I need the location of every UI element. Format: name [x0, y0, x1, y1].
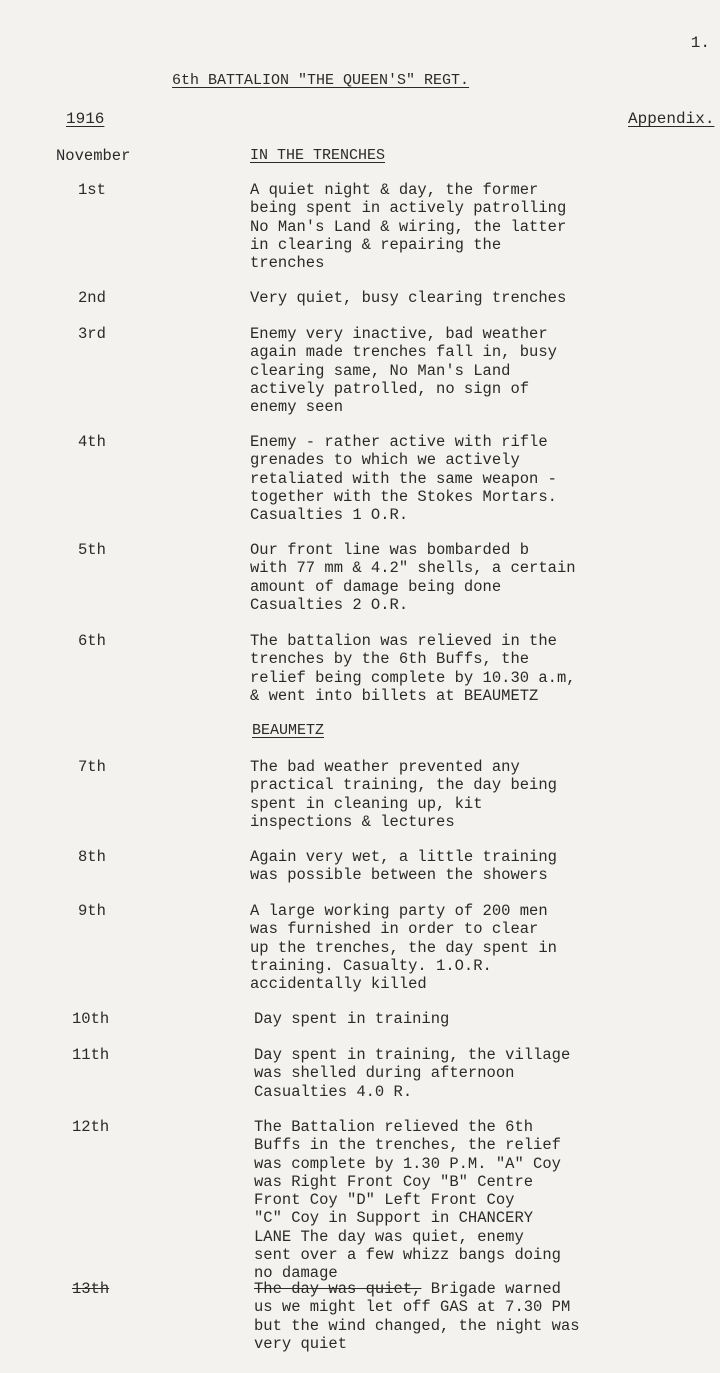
entry-date: 1st: [78, 181, 106, 199]
entry-text: Our front line was bombarded b with 77 mm & 4.2" shells, a certain amount of damage being done Casualties 2 O.R.: [250, 541, 576, 614]
entry-text: Day spent in training: [254, 1010, 450, 1028]
entry-text: Enemy - rather active with rifle grenades to which we actively retaliated with the same weapon - together with the Stokes Mortars. Casualties 1 O.R.: [250, 433, 557, 525]
entry-text: Day spent in training, the village was shelled during afternoon Casualties 4.0 R.: [254, 1046, 571, 1101]
appendix-heading: Appendix.: [628, 110, 715, 128]
entry-text: Enemy very inactive, bad weather again made trenches fall in, busy clearing same, No Man's Land actively patrolled, no sign of enemy seen: [250, 325, 557, 417]
entry-date: 7th: [78, 758, 106, 776]
section-heading-beaumetz: BEAUMETZ: [252, 722, 325, 739]
entry-date: 8th: [78, 848, 106, 866]
entry-date: 12th: [72, 1118, 110, 1136]
entry-text: The battalion was relieved in the trenches by the 6th Buffs, the relief being complete by 10.30 a.m, & went into billets at BEAUMETZ: [250, 632, 576, 705]
entry-date: 11th: [72, 1046, 110, 1064]
year-heading: 1916: [66, 110, 105, 128]
document-title: 6th BATTALION "THE QUEEN'S" REGT.: [172, 72, 470, 89]
entry-text: A quiet night & day, the former being spent in actively patrolling No Man's Land & wiring, the latter in clearing & repairing the trenches: [250, 181, 567, 273]
entry-text: Brigade warned us we might let off GAS at 7.30 PM but the wind changed, the night was very quiet: [254, 1280, 580, 1353]
page-number: 1.: [690, 34, 710, 52]
entry-date: 5th: [78, 541, 106, 559]
entry-date: 6th: [78, 632, 106, 650]
entry-text: Again very wet, a little training was possible between the showers: [250, 848, 557, 885]
entry-date: 3rd: [78, 325, 106, 343]
struck-text: The day was quiet,: [254, 1280, 422, 1298]
entry-text: The bad weather prevented any practical training, the day being spent in cleaning up, kit inspections & lectures: [250, 758, 557, 831]
entry-date: 10th: [72, 1010, 110, 1028]
entry-date: 13th: [72, 1280, 110, 1298]
entry-date: 4th: [78, 433, 106, 451]
section-heading-trenches: IN THE TRENCHES: [250, 147, 386, 164]
month-heading: November: [56, 147, 131, 165]
entry-text: The Battalion relieved the 6th Buffs in the trenches, the relief was complete by 1.30 P.M. "A" Coy was Right Front Coy "B" Centre Front Coy "D" Left Front Coy "C" Coy in Support in CHANCERY LANE The day was quiet, enemy sent over a few whizz bangs doing no damage: [254, 1118, 561, 1283]
entry-text-block: [254, 1280, 580, 1353]
entry-date: 9th: [78, 902, 106, 920]
entry-text: Very quiet, busy clearing trenches: [250, 289, 567, 307]
entry-date: 2nd: [78, 289, 106, 307]
entry-text: A large working party of 200 men was furnished in order to clear up the trenches, the day spent in training. Casualty. 1.O.R. accidentally killed: [250, 902, 557, 994]
